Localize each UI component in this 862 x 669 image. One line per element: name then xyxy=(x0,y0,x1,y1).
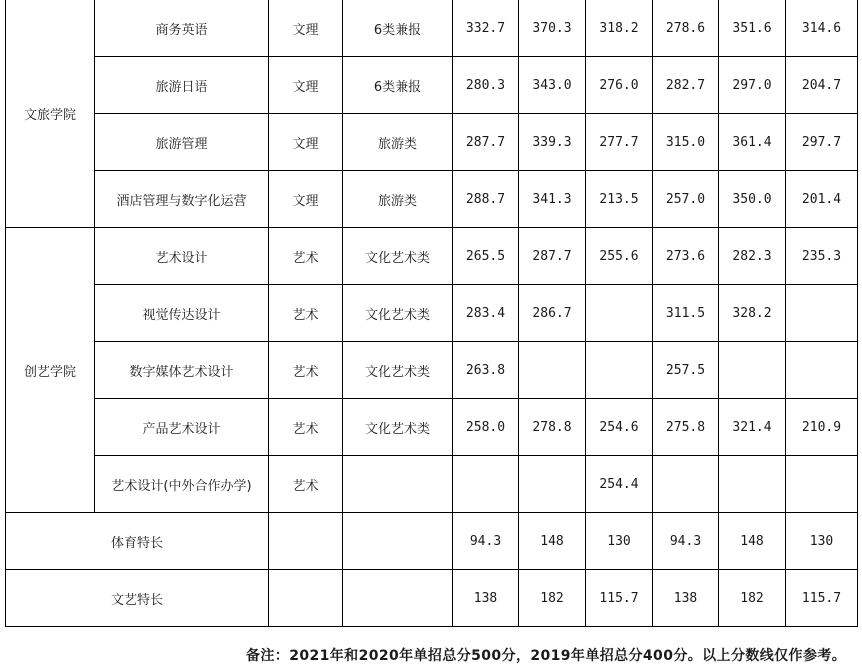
score-cell: 257.5 xyxy=(653,342,719,399)
score-cell: 182 xyxy=(519,570,586,627)
table-row xyxy=(6,456,858,513)
score-cell xyxy=(786,456,858,513)
category-cell: 旅游类 xyxy=(343,171,453,228)
table-row xyxy=(6,228,858,285)
score-cell: 213.5 xyxy=(586,171,653,228)
special-label-cell: 体育特长 xyxy=(6,513,269,570)
table-row xyxy=(6,171,858,228)
score-cell: 182 xyxy=(719,570,786,627)
score-cell xyxy=(519,456,586,513)
major-cell: 旅游管理 xyxy=(95,114,269,171)
score-cell: 277.7 xyxy=(586,114,653,171)
score-cell: 288.7 xyxy=(453,171,519,228)
score-cell: 138 xyxy=(653,570,719,627)
empty-cell xyxy=(343,513,453,570)
score-cell: 332.7 xyxy=(453,0,519,57)
college-cell: 创艺学院 xyxy=(6,228,95,513)
score-cell: 204.7 xyxy=(786,57,858,114)
major-cell: 酒店管理与数字化运营 xyxy=(95,171,269,228)
subject-cell: 艺术 xyxy=(269,456,343,513)
score-cell: 339.3 xyxy=(519,114,586,171)
score-cell: 287.7 xyxy=(453,114,519,171)
score-cell: 278.6 xyxy=(653,0,719,57)
score-cell: 138 xyxy=(453,570,519,627)
score-cell: 257.0 xyxy=(653,171,719,228)
score-cell xyxy=(786,285,858,342)
table-row xyxy=(6,114,858,171)
category-cell: 文化艺术类 xyxy=(343,342,453,399)
score-cell: 350.0 xyxy=(719,171,786,228)
category-cell: 文化艺术类 xyxy=(343,285,453,342)
score-cell: 94.3 xyxy=(453,513,519,570)
score-cell: 130 xyxy=(586,513,653,570)
score-cell: 297.7 xyxy=(786,114,858,171)
subject-cell: 文理 xyxy=(269,114,343,171)
score-cell: 321.4 xyxy=(719,399,786,456)
score-cell: 318.2 xyxy=(586,0,653,57)
score-cell xyxy=(719,456,786,513)
score-cell: 265.5 xyxy=(453,228,519,285)
score-cell xyxy=(719,342,786,399)
empty-cell xyxy=(269,513,343,570)
subject-cell: 艺术 xyxy=(269,228,343,285)
score-cell: 351.6 xyxy=(719,0,786,57)
major-cell: 艺术设计(中外合作办学) xyxy=(95,456,269,513)
major-cell: 产品艺术设计 xyxy=(95,399,269,456)
score-cell: 341.3 xyxy=(519,171,586,228)
score-cell: 328.2 xyxy=(719,285,786,342)
score-cell: 254.4 xyxy=(586,456,653,513)
score-cell xyxy=(786,342,858,399)
major-cell: 艺术设计 xyxy=(95,228,269,285)
score-cell: 286.7 xyxy=(519,285,586,342)
subject-cell: 文理 xyxy=(269,57,343,114)
special-label-cell: 文艺特长 xyxy=(6,570,269,627)
score-cell: 255.6 xyxy=(586,228,653,285)
subject-cell: 文理 xyxy=(269,171,343,228)
table-row xyxy=(6,342,858,399)
category-cell xyxy=(343,456,453,513)
empty-cell xyxy=(269,570,343,627)
major-cell: 商务英语 xyxy=(95,0,269,57)
score-table xyxy=(5,0,858,627)
subject-cell: 艺术 xyxy=(269,399,343,456)
score-cell: 94.3 xyxy=(653,513,719,570)
score-cell xyxy=(586,285,653,342)
score-cell: 276.0 xyxy=(586,57,653,114)
subject-cell: 艺术 xyxy=(269,285,343,342)
college-cell: 文旅学院 xyxy=(6,0,95,228)
score-table-body xyxy=(6,0,858,627)
table-row xyxy=(6,57,858,114)
score-cell: 282.3 xyxy=(719,228,786,285)
subject-cell: 文理 xyxy=(269,0,343,57)
score-cell: 315.0 xyxy=(653,114,719,171)
score-cell: 297.0 xyxy=(719,57,786,114)
score-cell: 115.7 xyxy=(786,570,858,627)
score-cell: 254.6 xyxy=(586,399,653,456)
score-cell: 258.0 xyxy=(453,399,519,456)
score-cell: 361.4 xyxy=(719,114,786,171)
major-cell: 旅游日语 xyxy=(95,57,269,114)
score-cell: 130 xyxy=(786,513,858,570)
table-row xyxy=(6,0,858,57)
score-cell xyxy=(586,342,653,399)
score-cell: 343.0 xyxy=(519,57,586,114)
category-cell: 文化艺术类 xyxy=(343,228,453,285)
category-cell: 旅游类 xyxy=(343,114,453,171)
score-cell xyxy=(653,456,719,513)
score-cell: 210.9 xyxy=(786,399,858,456)
footnote: 备注：2021年和2020年单招总分500分，2019年单招总分400分。以上分数线仅作参考。 xyxy=(246,648,847,664)
category-cell: 6类兼报 xyxy=(343,57,453,114)
score-cell: 201.4 xyxy=(786,171,858,228)
score-cell: 311.5 xyxy=(653,285,719,342)
score-cell: 282.7 xyxy=(653,57,719,114)
score-cell: 278.8 xyxy=(519,399,586,456)
table-row xyxy=(6,285,858,342)
table-row xyxy=(6,513,858,570)
table-row xyxy=(6,399,858,456)
score-cell: 283.4 xyxy=(453,285,519,342)
category-cell: 文化艺术类 xyxy=(343,399,453,456)
empty-cell xyxy=(343,570,453,627)
score-cell: 263.8 xyxy=(453,342,519,399)
table-row xyxy=(6,570,858,627)
score-cell xyxy=(519,342,586,399)
score-cell: 314.6 xyxy=(786,0,858,57)
score-cell: 235.3 xyxy=(786,228,858,285)
score-cell: 275.8 xyxy=(653,399,719,456)
major-cell: 数字媒体艺术设计 xyxy=(95,342,269,399)
score-cell: 370.3 xyxy=(519,0,586,57)
score-cell: 280.3 xyxy=(453,57,519,114)
subject-cell: 艺术 xyxy=(269,342,343,399)
score-cell: 148 xyxy=(719,513,786,570)
score-cell: 273.6 xyxy=(653,228,719,285)
score-cell: 115.7 xyxy=(586,570,653,627)
major-cell: 视觉传达设计 xyxy=(95,285,269,342)
score-cell: 287.7 xyxy=(519,228,586,285)
category-cell: 6类兼报 xyxy=(343,0,453,57)
score-cell: 148 xyxy=(519,513,586,570)
score-cell xyxy=(453,456,519,513)
